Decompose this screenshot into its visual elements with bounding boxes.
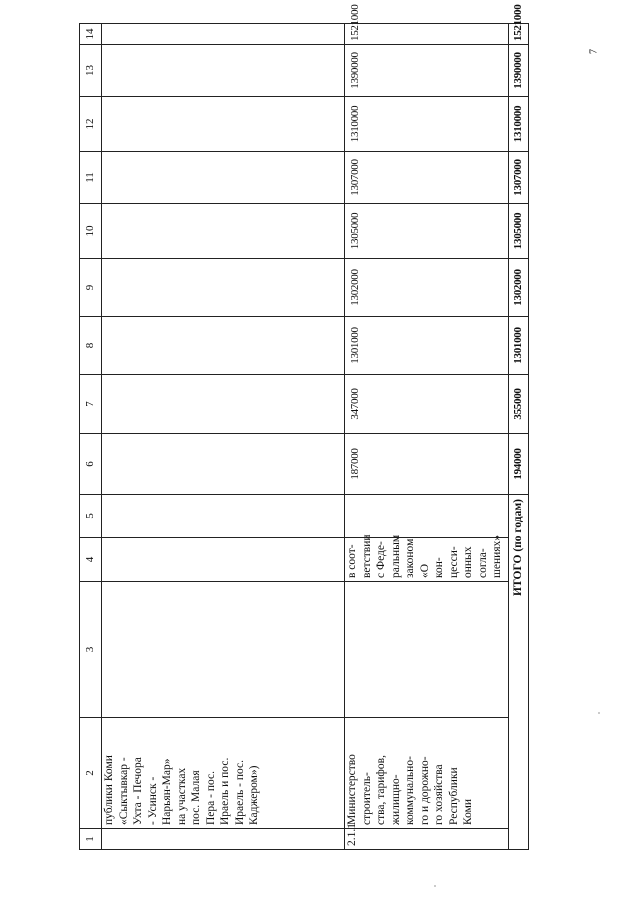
value-col-7: 347000 — [345, 375, 509, 434]
empty-cell — [102, 24, 345, 45]
budget-table — [79, 4, 529, 850]
column-number-8: 8 — [80, 317, 102, 375]
total-col-7: 355000 — [509, 375, 529, 434]
scan-speck — [598, 712, 600, 714]
column-number-4: 4 — [80, 538, 102, 582]
total-col-13: 1390000 — [509, 45, 529, 97]
value-col-8: 1301000 — [345, 317, 509, 375]
table-row-2-1-1 — [345, 24, 509, 850]
basis-text: в соот- ветствии с Феде- ральным законом «О кон- цесси- онных согла- шениях» — [346, 534, 503, 578]
empty-cell — [102, 259, 345, 317]
continued-row-number — [102, 829, 345, 850]
column-number-9: 9 — [80, 259, 102, 317]
total-col-11: 1307000 — [509, 152, 529, 204]
column-number-11: 11 — [80, 152, 102, 204]
value-col-14: 1521000 — [345, 24, 509, 45]
scan-speck — [434, 885, 436, 887]
total-col-8: 1301000 — [509, 317, 529, 375]
column-number-6: 6 — [80, 434, 102, 495]
empty-cell — [102, 317, 345, 375]
column-number-2: 2 — [80, 718, 102, 829]
empty-cell — [345, 582, 509, 718]
empty-cell — [102, 495, 345, 538]
empty-cell — [102, 434, 345, 495]
value-col-9: 1302000 — [345, 259, 509, 317]
continued-row-description-text: публики Коми «Сыктывкар - Ухта - Печора - Усинск - Нарьян-Мар» на участках пос. Малая Пера - пос. Ираель и пос. Ираель - пос. Каджером») — [103, 755, 260, 825]
column-number-row — [80, 24, 102, 850]
total-row — [509, 24, 529, 850]
total-label: ИТОГО (по годам) — [509, 495, 529, 850]
empty-cell — [345, 495, 509, 538]
basis-cell — [345, 534, 509, 582]
executor-cell — [345, 718, 509, 829]
empty-cell — [102, 582, 345, 718]
column-number-3: 3 — [80, 582, 102, 718]
empty-cell — [102, 375, 345, 434]
empty-cell — [102, 45, 345, 97]
column-number-7: 7 — [80, 375, 102, 434]
column-number-14: 14 — [80, 24, 102, 45]
executor-text: Министерство строитель- ства, тарифов, жилищно- коммунально- го и дорожно- го хозяйства Республики Коми — [346, 754, 474, 825]
rotated-table-container — [79, 4, 525, 850]
total-col-12: 1310000 — [509, 97, 529, 152]
column-number-1: 1 — [80, 829, 102, 850]
empty-cell — [102, 97, 345, 152]
column-number-5: 5 — [80, 495, 102, 538]
value-col-11: 1307000 — [345, 152, 509, 204]
page-number: 7 — [588, 49, 600, 54]
column-number-10: 10 — [80, 204, 102, 259]
column-number-13: 13 — [80, 45, 102, 97]
value-col-6: 187000 — [345, 434, 509, 495]
empty-cell — [102, 152, 345, 204]
continued-row-description — [102, 718, 345, 829]
total-col-14: 1521000 — [509, 24, 529, 45]
column-number-12: 12 — [80, 97, 102, 152]
empty-cell — [102, 538, 345, 582]
row-number: 2.1.1 — [345, 829, 509, 850]
total-col-10: 1305000 — [509, 204, 529, 259]
continued-row — [102, 24, 345, 850]
value-col-12: 1310000 — [345, 97, 509, 152]
total-col-6: 194000 — [509, 434, 529, 495]
value-col-13: 1390000 — [345, 45, 509, 97]
value-col-10: 1305000 — [345, 204, 509, 259]
empty-cell — [102, 204, 345, 259]
total-col-9: 1302000 — [509, 259, 529, 317]
